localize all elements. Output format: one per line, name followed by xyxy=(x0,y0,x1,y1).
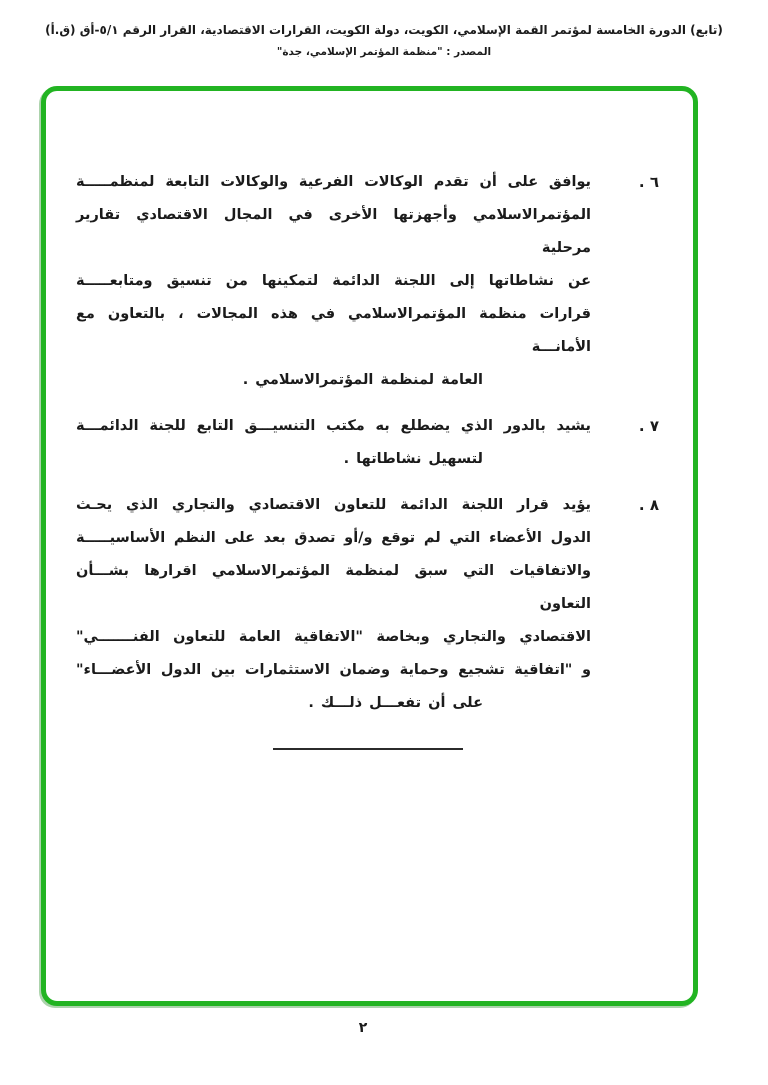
item-line: المؤتمرالاسلامي وأجهزتها الأخرى في المجال الاقتصادي تقارير مرحلية xyxy=(76,207,591,256)
item-line: يوافق على أن تقدم الوكالات الفرعية والوكالات التابعة لمنظمـــــة xyxy=(76,174,591,190)
page-header xyxy=(0,0,768,58)
header-source-line: المصدر : "منظمة المؤتمر الإسلامي، جدة" xyxy=(276,46,492,58)
item-line: الاقتصادي والتجاري وبخاصة "الاتفاقية العامة للتعاون الفنـــــــي" xyxy=(76,629,591,645)
items-container xyxy=(46,91,693,750)
item-line: و "اتفاقية تشجيع وحماية وضمان الاستثمارات بين الدول الأعضـــاء" xyxy=(76,662,591,678)
resolution-item xyxy=(76,410,659,476)
item-text xyxy=(76,489,591,720)
resolution-item xyxy=(76,489,659,720)
item-line: والاتفاقيات التي سبق لمنظمة المؤتمرالاسلامي اقرارها بشـــأن التعاون xyxy=(76,563,591,612)
item-line: لتسهيل نشاطاتها . xyxy=(343,451,483,467)
separator-line xyxy=(273,748,463,750)
document-frame xyxy=(41,86,698,1006)
item-line: العامة لمنظمة المؤتمرالاسلامي . xyxy=(242,372,483,388)
item-line: يؤيد قرار اللجنة الدائمة للتعاون الاقتصادي والتجاري الذي يحـث xyxy=(76,497,591,513)
item-line: عن نشاطاتها إلى اللجنة الدائمة لتمكينها من تنسيق ومتابعـــــة xyxy=(76,273,591,289)
item-number: ٦ . xyxy=(638,173,659,191)
resolution-item xyxy=(76,166,659,397)
item-number: ٧ . xyxy=(638,417,659,435)
item-number: ٨ . xyxy=(638,496,659,514)
item-text xyxy=(76,166,591,397)
header-citation-line: (تابع) الدورة الخامسة لمؤتمر القمة الإسلامي، الكويت، دولة الكويت، القرارات الاقتصادية، القرار الرقم ٥/١-أق (ق.أ) xyxy=(45,23,723,37)
item-line: يشيد بالدور الذي يضطلع به مكتب التنسيـــق التابع للجنة الدائمـــة xyxy=(76,418,591,434)
item-line: على أن تفعـــل ذلـــك . xyxy=(308,695,483,711)
item-text xyxy=(76,410,591,476)
item-line: قرارات منظمة المؤتمرالاسلامي في هذه المجالات ، بالتعاون مع الأمانـــة xyxy=(76,306,591,355)
item-line: الدول الأعضاء التي لم توقع و/أو تصدق بعد على النظم الأساسيـــــة xyxy=(76,530,591,546)
page-number: ٢ xyxy=(358,1020,368,1036)
